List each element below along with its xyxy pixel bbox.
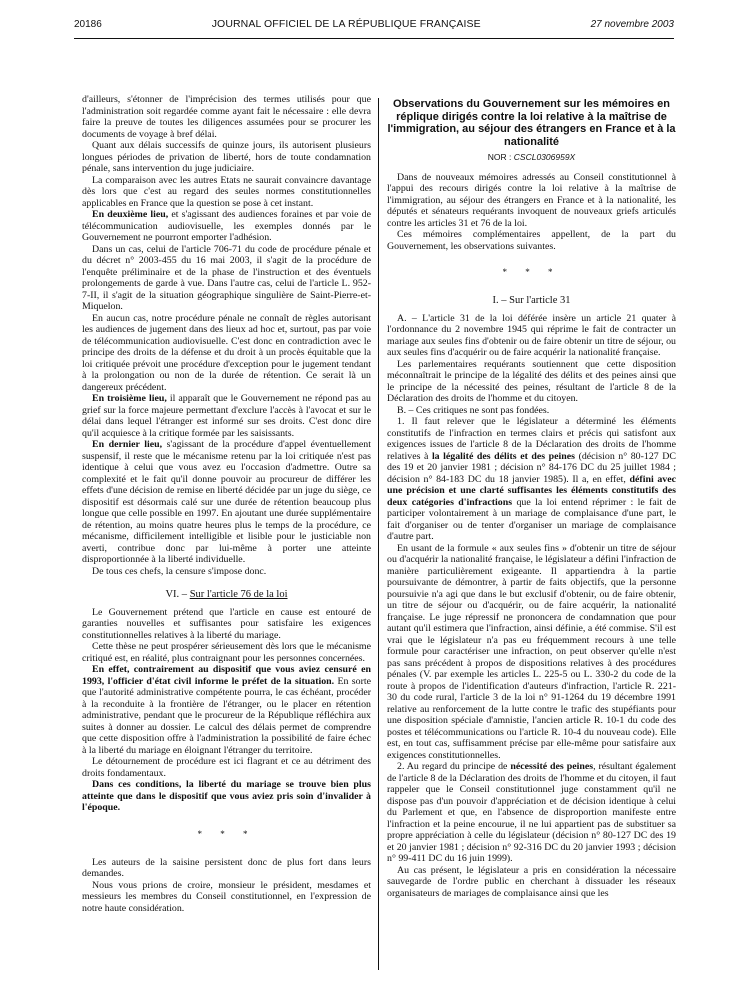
paragraph: Le Gouvernement prétend que l'article en cause est entouré de garanties nouvelles et suffisantes pour satisfaire les exigences constitutionnelles relatives à la liberté du mariage. — [82, 606, 371, 641]
bold-phrase: défini avec une précision et une clarté suffisantes les éléments constitutifs des deux catégories d'infractions — [387, 473, 676, 508]
paragraph: d'ailleurs, s'étonner de l'imprécision des termes utilisés pour que l'administration soit regardée comme ayant fait le nécessaire : elle devra faire la preuve de toutes les diligences assumées pour se procurer les documents de voyage à bref délai. — [82, 94, 371, 140]
paragraph-text: En sorte que l'autorité administrative compétente pourra, le cas échéant, procéder à la reconduite à la frontière de l'étranger, ou le placer en rétention administrative, pendant que le procureur de la République réfléchira aux suites à donner au dossier. Le calcul des délais permet de comprendre que cette disposition offre à l'administration la possibilité de faire échec à la liberté du mariage en éloignant l'étranger du territoire. — [82, 675, 371, 756]
paragraph — [387, 416, 676, 543]
paragraph: Dans un cas, celui de l'article 706-71 du code de procédure pénale et du décret n° 2003-455 du 16 mai 2003, il s'agit de la procédure de l'enquête préliminaire et de la phase de l'instruction et des éventuels prolongements de garde à vue. Dans l'autre cas, celui de l'article L. 952-7-II, il s'agit de la situation géographique singulière de Saint-Pierre-et-Miquelon. — [82, 243, 371, 312]
paragraph-text: il apparaît que le Gouvernement ne répond pas au grief sur la force majeure permettant d'exclure l'accès à l'avocat et sur le délai dans lequel l'étranger est informé sur ses droits. C'est donc dire qu'il acquiesce à la critique formée par les saisissants. — [82, 393, 371, 439]
nor-code: CSCL0306959X — [513, 152, 576, 162]
nor-label: NOR : — [487, 152, 512, 162]
paragraph: La comparaison avec les autres Etats ne saurait convaincre davantage dès lors que c'est au regard des seules normes constitutionnelles applicables en France que la question se pose à cet instant. — [82, 174, 371, 209]
left-column — [82, 94, 371, 914]
paragraph — [82, 439, 371, 566]
paragraph: B. – Ces critiques ne sont pas fondées. — [397, 404, 550, 416]
paragraph: En aucun cas, notre procédure pénale ne connaît de règles autorisant les audiences de jugement dans des lieux ad hoc et, surtout, pas par voie de télécommunication audiovisuelle. C'est donc en contradiction avec le principe des droits de la défense et du droit à un procès équitable que la loi critiquée prévoit une procédure d'exception pour le jugement tendant à la prolongation ou non de la durée de rétention. Ce serait là un dangereux précédent. — [82, 312, 371, 393]
paragraph: Les auteurs de la saisine persistent donc de plus fort dans leurs demandes. — [82, 856, 371, 879]
column-divider — [378, 98, 379, 970]
paragraph: Dans de nouveaux mémoires adressés au Conseil constitutionnel à l'appui des recours dirigés contre la loi relative à la maîtrise de l'immigration, au séjour des étrangers en France et à la nationalité, les députés et sénateurs requérants invoquent de nouveaux griefs articulés contre les articles 31 et 76 de la loi. — [387, 171, 676, 229]
asterism: * * * — [502, 267, 561, 277]
paragraph-text: s'agissant de la procédure d'appel éventuellement suspensif, il reste que le mécanisme retenu par la loi critiquée n'est pas identique à celui que vous avez eu l'occasion d'admettre. Outre sa complexité et le fait qu'il donne pouvoir au procureur de différer les effets d'une décision de remise en liberté décidée par un juge du siège, ce dispositif est désormais calé sur une durée de rétention beaucoup plus longue que celle possible en 1997. En ajoutant une durée supplémentaire de rétention, au moins quatre heures plus le temps de la procédure, ce mécanisme, difficilement intelligible et lisible pour le justiciable non averti, contribue donc par lui-même à porter une atteinte disproportionnée à la liberté individuelle. — [82, 439, 371, 565]
page-header — [74, 14, 674, 34]
section-title: Sur l'article 76 de la loi — [189, 589, 288, 600]
publication-date: 27 novembre 2003 — [590, 18, 674, 30]
bold-lead: En deuxième lieu, — [92, 209, 169, 220]
paragraph: Au cas présent, le législateur a pris en considération la nécessaire sauvegarde de l'ordre public en cherchant à dissuader les réseaux organisateurs de mariages de complaisance ainsi que les — [387, 864, 676, 899]
paragraph-text: 2. Au regard du principe de — [397, 761, 511, 772]
page-number: 20186 — [74, 18, 102, 30]
section-heading-vi — [82, 589, 371, 601]
nor-reference — [387, 152, 676, 164]
paragraph: A. – L'article 31 de la loi déférée insère un article 21 quater à l'ordonnance du 2 novembre 1945 qui réprime le fait de contracter un mariage aux seules fins d'obtenir ou de faire obtenir un titre de séjour, ou aux seules fins d'acquérir ou de faire acquérir la nationalité française. — [387, 312, 676, 358]
paragraph: Les parlementaires requérants soutiennent que cette disposition méconnaîtrait le principe de la légalité des délits et des peines ainsi que le principe de la nécessité des peines, résultant de l'article 8 de la Déclaration des droits de l'homme et du citoyen. — [387, 358, 676, 404]
paragraph-text: que la loi entend réprimer : le fait de participer volontairement à un mariage de complaisance d'une part, le fait d'organiser ou de tenter d'organiser un mariage de complaisance d'autre part. — [387, 496, 676, 542]
bold-lead: En effet, contrairement au dispositif que vous aviez censuré en 1993, l'officier d'état civil informe le préfet de la situation. — [82, 664, 371, 687]
bold-phrase: la légalité des délits et des peines — [431, 450, 576, 462]
paragraph — [82, 664, 371, 756]
article-title: Observations du Gouvernement sur les mémoires en réplique dirigés contre la loi relative à la maîtrise de l'immigration, au séjour des étrangers en France et à la nationalité — [387, 98, 676, 148]
paragraph: Quant aux délais successifs de quinze jours, ils autorisent plusieurs longues périodes de privation de liberté, hors de toute condamnation pénale, sans intervention du juge judiciaire. — [82, 140, 371, 174]
paragraph-text: 1. Il faut relever que le législateur a déterminé les éléments constitutifs de l'infraction en termes clairs et précis qui satisfont aux exigences issues de l'article 8 de la Déclaration des droits de l'homme relatives à — [387, 416, 676, 462]
paragraph: De tous ces chefs, la censure s'impose donc. — [92, 565, 267, 577]
paragraph: Nous vous prions de croire, monsieur le président, mesdames et messieurs les membres du Conseil constitutionnel, en l'expression de notre haute considération. — [82, 879, 371, 914]
paragraph-text: et s'agissant des audiences foraines et par voie de télécommunication audiovisuelle, les exemples donnés par le Gouvernement ne pourront emporter l'adhésion. — [82, 209, 371, 243]
paragraph — [82, 209, 371, 244]
bold-phrase: nécessité des peines — [510, 761, 594, 772]
paragraph: En usant de la formule « aux seules fins » d'obtenir un titre de séjour ou d'acquérir la nationalité française, le législateur a défini l'infraction de manière particulièrement exigeante. Il appartiendra à la partie poursuivante de démontrer, à partir de faits objectifs, que la personne poursuivie n'a agi que dans le but exclusif d'obtenir, ou de faire obtenir, un titre de séjour ou d'acquérir, ou de faire acquérir, la nationalité française. Le juge répressif ne prononcera de condamnation que pour autant qu'il estimera que l'infraction, ainsi définie, a été commise. S'il est vrai que le législateur n'a pas eu fréquemment recours à une telle formule pour caractériser une infraction, on peut observer qu'elle n'est pas sans précédent à propos de dispositions relatives à des procédures pénales (V. par exemple les articles L. 225-5 ou L. 330-2 du code de la route à propos de l'identification d'auteurs d'infraction, l'article R. 221-30 du code rural, l'article 3 de la loi n° 91-1264 du 19 décembre 1991 relative au renforcement de la lutte contre le trafic des stupéfiants pour une disposition spéciale d'amnistie, l'ancien article R. 10-1 du code des postes et télécommunications ou l'article R. 10-4 du nouveau code). Elle est, en tout cas, suffisamment précise par elle-même pour satisfaire aux exigences constitutionnelles. — [387, 542, 676, 761]
paragraph — [82, 779, 371, 814]
header-rule — [74, 38, 674, 39]
asterism: * * * — [197, 828, 256, 839]
paragraph — [387, 761, 676, 865]
journal-title: JOURNAL OFFICIEL DE LA RÉPUBLIQUE FRANÇAISE — [211, 18, 481, 30]
paragraph — [82, 393, 371, 439]
section-number: VI. – — [165, 589, 188, 600]
bold-lead: Dans ces conditions, la liberté du mariage se trouve bien plus atteinte que dans le dispositif que vous aviez pris soin d'invalider à l'époque. — [82, 779, 371, 813]
paragraph-text: , résultant également de l'article 8 de la Déclaration des droits de l'homme et du citoyen, il faut rappeler que le Conseil constitutionnel juge constamment qu'il ne dispose pas d'un pouvoir d'appréciation et de décision identique à celui du Parlement et que, en l'absence de disproportion manifeste entre l'infraction et la peine encourue, il ne lui appartient pas de substituer sa propre appréciation à celle du législateur (décision n° 80-127 DC des 19 et 20 janvier 1981 ; décision n° 92-316 DC du 20 janvier 1993 ; décision n° 99-411 DC du 16 juin 1999). — [387, 761, 677, 864]
paragraph-text: (décision n° 80-127 DC des 19 et 20 janvier 1981 ; décision n° 84-176 DC du 25 juillet 1984 ; décision n° 84-183 DC du 18 janvier 1985). Il a, en effet, — [387, 450, 676, 485]
section-heading-i: I. – Sur l'article 31 — [492, 295, 571, 306]
paragraph: Ces mémoires complémentaires appellent, de la part du Gouvernement, les observations suivantes. — [387, 229, 676, 252]
bold-lead: En dernier lieu, — [92, 439, 163, 450]
bold-lead: En troisième lieu, — [92, 393, 167, 404]
paragraph: Cette thèse ne peut prospérer sérieusement dès lors que le mécanisme critiqué est, en réalité, plus contraignant pour les personnes concernées. — [82, 641, 371, 664]
right-column — [387, 98, 676, 899]
paragraph: Le détournement de procédure est ici flagrant et ce au détriment des droits fondamentaux. — [82, 756, 371, 779]
